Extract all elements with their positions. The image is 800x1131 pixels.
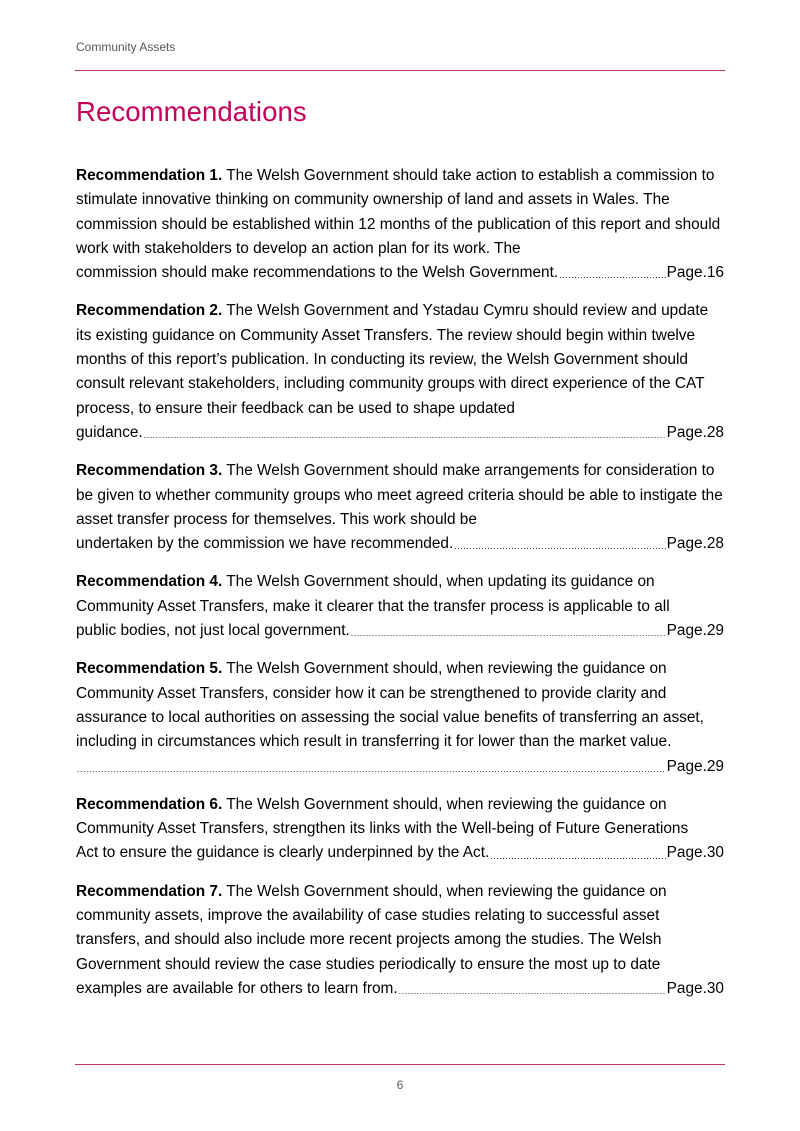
page-reference: Page.28 — [666, 423, 724, 441]
recommendation-item — [76, 880, 724, 1001]
dot-leader — [490, 851, 665, 861]
recommendation-label: Recommendation 5. — [76, 660, 223, 678]
recommendation-item — [76, 164, 724, 285]
recommendation-text: The Welsh Government should make arrangements for consideration to be given to whether community groups who meet agreed criteria should be able to instigate the asset transfer process for themselves. This work should be — [76, 462, 723, 528]
recommendation-tail — [76, 421, 724, 445]
recommendation-item — [76, 657, 724, 778]
dot-leader — [559, 270, 665, 280]
recommendation-text: The Welsh Government should take action to establish a commission to stimulate innovative thinking on community ownership of land and assets in Wales. The commission should be established within 12 months of the publication of this report and should work with stakeholders to develop an action plan for its work. The — [76, 167, 721, 257]
recommendation-text: The Welsh Government should, when reviewing the guidance on Community Asset Transfers, consider how it can be strengthened to provide clarity and assurance to local authorities on assessing the social value benefits of transferring an asset, including in circumstances which result in transferring it for lower than the market value. — [76, 660, 704, 751]
page-number: 6 — [396, 1078, 404, 1092]
recommendation-text: The Welsh Government should, when updating its guidance on Community Asset Transfers, make it clearer that the transfer process is applicable to all — [76, 573, 670, 615]
recommendation-label: Recommendation 4. — [76, 573, 223, 591]
recommendation-item — [76, 299, 724, 445]
dot-leader — [144, 430, 666, 440]
recommendation-item — [76, 793, 724, 866]
recommendation-text: The Welsh Government should, when reviewing the guidance on Community Asset Transfers, strengthen its links with the Well-being of Future Generations — [76, 795, 689, 838]
header-rule — [75, 70, 725, 71]
recommendation-tail-text: examples are available for others to learn from. — [76, 979, 398, 997]
dot-leader — [399, 986, 666, 996]
recommendation-tail — [76, 532, 724, 556]
recommendation-item — [76, 570, 724, 643]
running-header: Community Assets — [76, 40, 176, 54]
page-reference: Page.30 — [666, 844, 724, 862]
recommendation-tail-text: guidance. — [76, 423, 143, 441]
dot-leader — [454, 541, 665, 551]
recommendation-text: The Welsh Government should, when reviewing the guidance on community assets, improve the availability of case studies relating to successful asset transfers, and should also include more recent projects among the studies. The Welsh Government should review the case studies periodically to ensure the most up to date — [76, 882, 667, 973]
recommendation-tail-text: undertaken by the commission we have recommended. — [76, 535, 454, 553]
recommendation-tail — [76, 841, 724, 865]
recommendation-label: Recommendation 2. — [76, 302, 223, 320]
recommendation-item — [76, 459, 724, 556]
recommendation-tail-text: Act to ensure the guidance is clearly underpinned by the Act. — [76, 844, 490, 862]
page-reference: Page.29 — [666, 757, 724, 775]
recommendation-tail-text: public bodies, not just local government. — [76, 622, 350, 640]
footer-rule — [75, 1064, 725, 1065]
dot-leader — [77, 764, 666, 774]
recommendation-label: Recommendation 6. — [76, 795, 223, 813]
recommendation-tail — [76, 261, 724, 285]
recommendation-label: Recommendation 7. — [76, 882, 223, 900]
page-reference: Page.29 — [666, 622, 724, 640]
dot-leader — [351, 628, 666, 638]
recommendation-label: Recommendation 1. — [76, 167, 223, 184]
page-title: Recommendations — [76, 96, 307, 127]
recommendation-tail — [76, 977, 724, 1001]
recommendation-text: The Welsh Government and Ystadau Cymru should review and update its existing guidance on Community Asset Transfers. The review should begin within twelve months of this report’s publication. In conducting its review, the Welsh Government should consult relevant stakeholders, including community groups with direct experience of the CAT process, to ensure their feedback can be used to shape updated — [76, 302, 709, 417]
page-reference: Page.30 — [666, 979, 724, 997]
recommendation-label: Recommendation 3. — [76, 462, 223, 480]
page-reference: Page.16 — [666, 264, 724, 282]
recommendations-list — [76, 164, 724, 1015]
recommendation-tail — [76, 619, 724, 643]
recommendation-tail — [76, 755, 724, 779]
recommendation-tail-text: commission should make recommendations to the Welsh Government. — [76, 264, 559, 282]
page-reference: Page.28 — [666, 535, 724, 553]
